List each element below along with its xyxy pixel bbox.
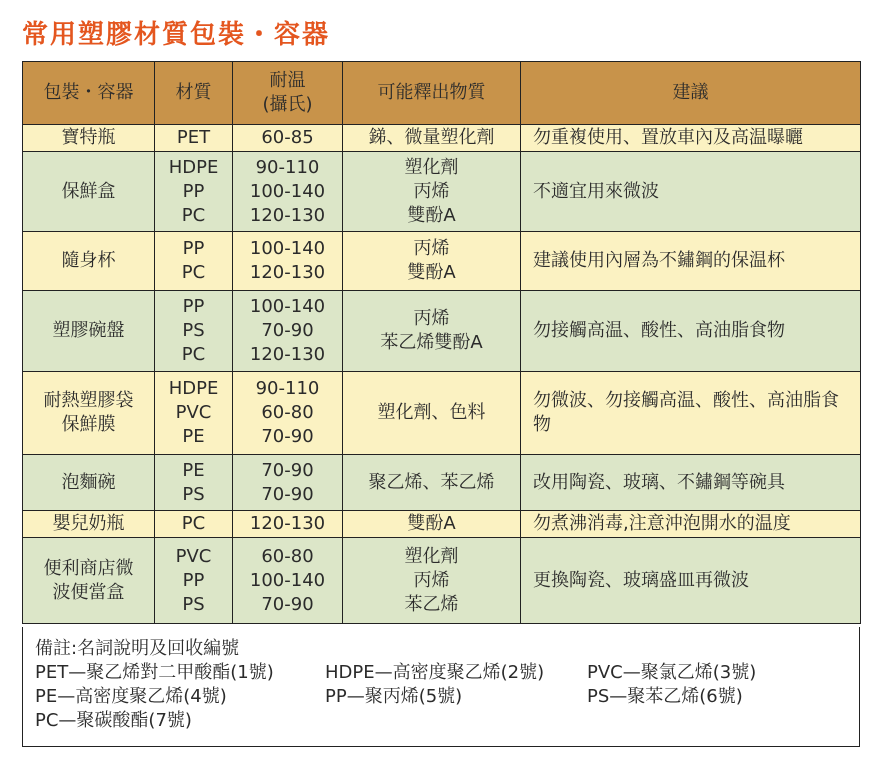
container-cell <box>23 538 155 624</box>
container-cell <box>23 232 155 291</box>
container-cell <box>23 152 155 232</box>
material-cell-line: PS <box>182 483 205 505</box>
temp-cell-line: 120-130 <box>249 513 326 534</box>
table-row <box>23 538 861 624</box>
release-cell-line: 塑化劑 <box>404 156 459 178</box>
material-cell-line: PC <box>181 204 206 226</box>
note-box <box>22 627 860 747</box>
material-cell <box>155 538 233 624</box>
release-cell <box>343 291 521 372</box>
temp-cell <box>233 455 343 511</box>
release-cell-line: 苯乙烯 <box>404 593 459 615</box>
header-container: 包裝・容器 <box>23 62 155 125</box>
material-cell-line: PC <box>181 344 206 365</box>
note-item: PET—聚乙烯對二甲酸酯(1號) <box>35 662 274 683</box>
release-cell-line: 塑化劑、色料 <box>377 402 486 423</box>
material-cell <box>155 232 233 291</box>
note-line-1 <box>35 661 859 685</box>
material-cell-line: PS <box>182 593 205 615</box>
table-row <box>23 152 861 232</box>
material-cell-line: PP <box>182 180 205 202</box>
release-cell-line: 丙烯 <box>413 180 450 202</box>
temp-cell <box>233 538 343 624</box>
temp-cell <box>233 125 343 152</box>
table-row <box>23 511 861 538</box>
temp-cell-line: 70-90 <box>261 320 314 341</box>
release-cell <box>343 232 521 291</box>
release-cell-line: 雙酚A <box>407 262 456 283</box>
temp-cell-line: 90-110 <box>255 156 320 178</box>
material-cell-line: PP <box>182 238 205 259</box>
note-item: PP—聚丙烯(5號) <box>325 686 463 707</box>
container-cell-line: 塑膠碗盤 <box>52 320 125 341</box>
table-row <box>23 372 861 455</box>
plastic-table <box>22 61 861 624</box>
release-cell <box>343 538 521 624</box>
note-item: PC—聚碳酸酯(7號) <box>35 710 192 731</box>
material-cell-line: PP <box>182 569 205 591</box>
temp-cell-line: 70-90 <box>261 459 314 481</box>
header-temp-line1: 耐温 <box>269 70 306 91</box>
material-cell <box>155 152 233 232</box>
temp-cell-line: 60-80 <box>261 402 314 423</box>
page-title: 常用塑膠材質包裝・容器 <box>22 20 331 50</box>
table-row <box>23 455 861 511</box>
release-cell-line: 聚乙烯、苯乙烯 <box>368 471 495 493</box>
temp-cell-line: 70-90 <box>261 483 314 505</box>
container-cell-line: 耐熱塑膠袋 <box>43 390 134 411</box>
release-cell-line: 苯乙烯雙酚A <box>380 332 483 353</box>
temp-cell <box>233 291 343 372</box>
advice-cell: 改用陶瓷、玻璃、不鏽鋼等碗具 <box>521 455 861 511</box>
container-cell-line: 便利商店微 <box>43 557 134 579</box>
release-cell <box>343 125 521 152</box>
material-cell <box>155 372 233 455</box>
header-temp <box>233 62 343 125</box>
release-cell <box>343 152 521 232</box>
release-cell-line: 銻、微量塑化劑 <box>368 127 495 148</box>
temp-cell-line: 70-90 <box>261 426 314 447</box>
advice-cell: 勿微波、勿接觸高温、酸性、高油脂食物 <box>521 372 861 455</box>
container-cell <box>23 372 155 455</box>
container-cell-line: 隨身杯 <box>61 250 116 271</box>
advice-cell: 勿重複使用、置放車內及高温曝曬 <box>521 125 861 152</box>
material-cell-line: PS <box>182 320 205 341</box>
temp-cell-line: 90-110 <box>255 378 320 399</box>
temp-cell-line: 60-85 <box>261 127 314 148</box>
temp-cell <box>233 372 343 455</box>
temp-cell-line: 100-140 <box>249 296 326 317</box>
release-cell-line: 雙酚A <box>407 513 456 534</box>
advice-cell: 建議使用內層為不鏽鋼的保温杯 <box>521 232 861 291</box>
temp-cell <box>233 232 343 291</box>
material-cell <box>155 291 233 372</box>
release-cell-line: 丙烯 <box>413 308 450 329</box>
note-item: PE—高密度聚乙烯(4號) <box>35 686 227 707</box>
temp-cell <box>233 511 343 538</box>
temp-cell-line: 120-130 <box>249 204 326 226</box>
note-item: PS—聚苯乙烯(6號) <box>587 686 743 707</box>
material-cell-line: PVC <box>175 402 212 423</box>
table-row <box>23 291 861 372</box>
header-row <box>23 62 861 125</box>
material-cell-line: PP <box>182 296 205 317</box>
material-cell-line: HDPE <box>168 156 219 178</box>
container-cell-line: 泡麵碗 <box>61 471 116 493</box>
note-line-2 <box>35 685 859 709</box>
release-cell <box>343 372 521 455</box>
temp-cell-line: 100-140 <box>249 180 326 202</box>
container-cell <box>23 291 155 372</box>
release-cell <box>343 455 521 511</box>
header-material: 材質 <box>155 62 233 125</box>
advice-cell: 勿接觸高温、酸性、高油脂食物 <box>521 291 861 372</box>
material-cell-line: PVC <box>175 545 212 567</box>
note-item: HDPE—高密度聚乙烯(2號) <box>325 662 545 683</box>
release-cell-line: 塑化劑 <box>404 545 459 567</box>
note-heading: 備註:名詞說明及回收編號 <box>35 638 240 659</box>
container-cell <box>23 455 155 511</box>
header-temp-line2: (攝氏) <box>262 94 313 115</box>
temp-cell <box>233 152 343 232</box>
release-cell-line: 丙烯 <box>413 569 450 591</box>
container-cell <box>23 511 155 538</box>
header-advice: 建議 <box>521 62 861 125</box>
temp-cell-line: 60-80 <box>261 545 314 567</box>
header-release: 可能釋出物質 <box>343 62 521 125</box>
container-cell <box>23 125 155 152</box>
temp-cell-line: 120-130 <box>249 344 326 365</box>
container-cell-line: 保鮮膜 <box>61 414 116 435</box>
temp-cell-line: 70-90 <box>261 593 314 615</box>
note-line-3 <box>35 709 859 733</box>
container-cell-line: 保鮮盒 <box>61 180 116 202</box>
temp-cell-line: 100-140 <box>249 569 326 591</box>
release-cell-line: 丙烯 <box>413 238 450 259</box>
temp-cell-line: 100-140 <box>249 238 326 259</box>
release-cell-line: 雙酚A <box>407 204 456 226</box>
material-cell-line: PE <box>182 459 205 481</box>
material-cell-line: PE <box>182 426 205 447</box>
material-cell <box>155 511 233 538</box>
container-cell-line: 寶特瓶 <box>61 127 116 148</box>
material-cell-line: PET <box>176 127 211 148</box>
material-cell-line: HDPE <box>168 378 219 399</box>
container-cell-line: 波便當盒 <box>52 581 125 603</box>
material-cell <box>155 125 233 152</box>
material-cell-line: PC <box>181 513 206 534</box>
note-item: PVC—聚氯乙烯(3號) <box>587 662 757 683</box>
container-cell-line: 嬰兒奶瓶 <box>52 513 125 534</box>
advice-cell: 不適宜用來微波 <box>521 152 861 232</box>
advice-cell: 更換陶瓷、玻璃盛皿再微波 <box>521 538 861 624</box>
table-row <box>23 125 861 152</box>
advice-cell: 勿煮沸消毒,注意沖泡開水的温度 <box>521 511 861 538</box>
temp-cell-line: 120-130 <box>249 262 326 283</box>
material-cell <box>155 455 233 511</box>
table-row <box>23 232 861 291</box>
material-cell-line: PC <box>181 262 206 283</box>
release-cell <box>343 511 521 538</box>
